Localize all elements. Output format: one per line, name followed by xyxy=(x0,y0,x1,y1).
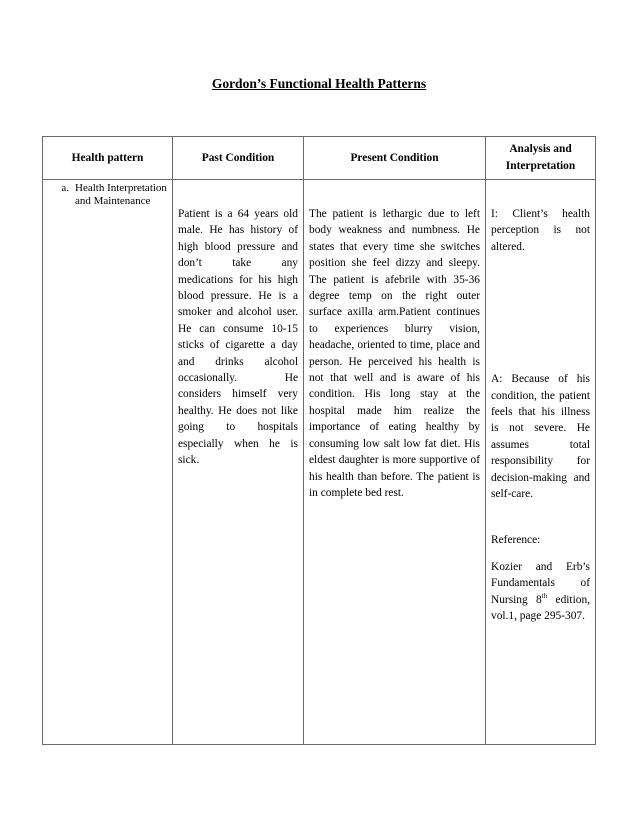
present-condition-text: The patient is lethargic due to left body weakness and numbness. He states that every time she switches position she feel dizzy and sleepy. The patient is afebrile with 35-36 degree temp on the right outer surface axilla arm.Patient continues to experiences blurry vision, headache, oriented to time, place and person. He perceived his health is not that well and is aware of his condition. His long stay at the hospital made him realize the importance of eating healthy by consuming low salt low fat diet. His eldest daughter is more supportive of his health than before. The patient is in complete bed rest. xyxy=(309,208,480,499)
health-patterns-table xyxy=(42,136,596,745)
header-present-condition: Present Condition xyxy=(304,137,486,180)
cell-past-condition xyxy=(173,180,304,745)
header-health-pattern: Health pattern xyxy=(43,137,173,180)
reference-superscript: th xyxy=(541,591,548,600)
header-past-condition: Past Condition xyxy=(173,137,304,180)
pattern-item xyxy=(43,180,167,208)
reference-text-main: Kozier and Erb’s Fundamentals of Nursing 8 xyxy=(491,560,590,606)
cell-present-condition xyxy=(304,180,486,745)
pattern-label: Health Interpretation and Maintenance xyxy=(75,182,167,207)
reference-citation xyxy=(491,559,590,625)
item-number: a. xyxy=(61,182,69,194)
table-header-row xyxy=(43,137,596,180)
assessment-text: A: Because of his condition, the patient feels that his illness is not severe. He assumes total responsibility for decision-making and self-care. xyxy=(491,373,590,501)
past-condition-text: Patient is a 64 years old male. He has history of high blood pressure and don’t take any medications for his high blood pressure. He is a smoker and alcohol user. He can consume 10-15 sticks of cigarette a day and drinks alcohol occasionally. He considers himself very healthy. He does not like going to hospitals especially when he is sick. xyxy=(178,208,298,467)
reference-heading: Reference: xyxy=(491,534,541,547)
header-analysis: Analysis and Interpretation xyxy=(486,137,596,180)
interpretation-text: I: Client’s health perception is not altered. xyxy=(491,208,590,253)
cell-health-pattern xyxy=(43,180,173,745)
page-title: Gordon’s Functional Health Patterns xyxy=(211,76,427,91)
table-row xyxy=(43,180,596,745)
reference-text-tail: edition, vol.1, page 295-307. xyxy=(491,593,590,623)
cell-analysis xyxy=(486,180,596,745)
